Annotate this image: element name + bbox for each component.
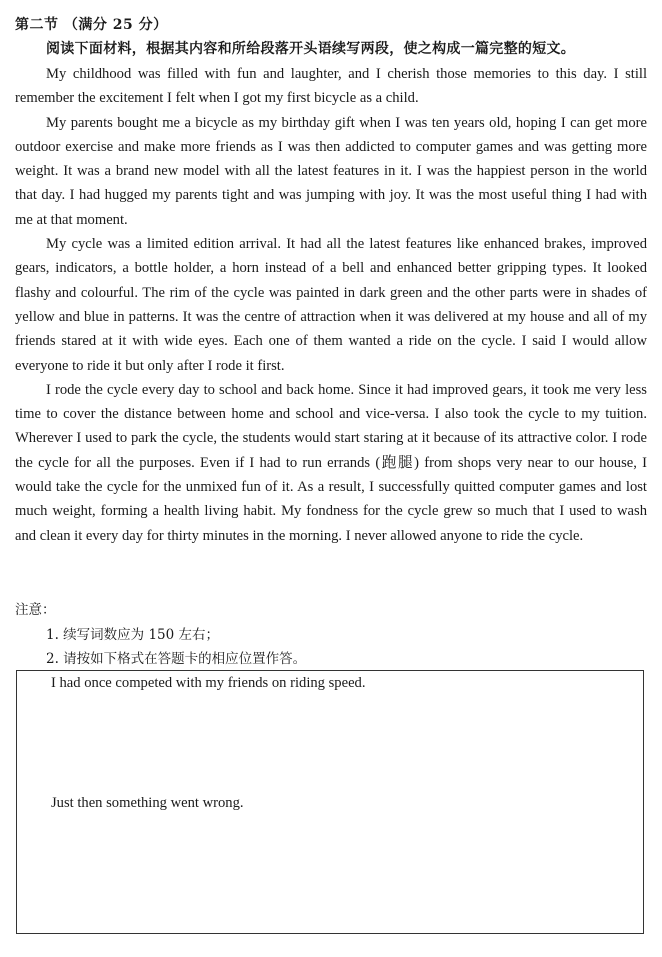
paragraph-starter-2: Just then something went wrong. xyxy=(51,795,244,811)
paragraph-starter-1: I had once competed with my friends on riding speed. xyxy=(51,675,366,691)
passage-paragraph-2: My parents bought me a bicycle as my birthday gift when I was ten years old, hoping I can get more outdoor exercise and make more friends as I was then addicted to computer games and was getting more weight. It was a brand new model with all the latest features in it. I was the happiest person in the world that day. I had hugged my parents tight and was jumping with joy. It was the most useful thing I had with me at that moment. xyxy=(15,114,647,228)
passage-paragraph-3: My cycle was a limited edition arrival. It had all the latest features like enhanced brakes, improved gears, indicators, a bottle holder, a horn instead of a bell and enhanced better gripping types. It looked flashy and colourful. The rim of the cycle was painted in dark green and the other parts were in shades of yellow and blue in patterns. It was the centre of attraction when it was delivered at my house and all of my friends stared at it with wide eyes. Each one of them wanted a ride on the cycle. I said I would allow everyone to ride it but only after I rode it first. xyxy=(15,236,647,374)
section-instruction: 阅读下面材料，根据其内容和所给段落开头语续写两段，使之构成一篇完整的短文。 xyxy=(46,41,576,57)
section-title: 第二节 （满分 25 分） xyxy=(15,17,168,33)
answer-box[interactable] xyxy=(16,670,644,934)
passage-paragraph-4: I rode the cycle every day to school and back home. Since it had improved gears, it took me very less time to cover the distance between home and school and vice-versa. I also took the cycle to my tuition. Wherever I used to park the cycle, the students would start staring at it because of its attractive color. I rode the cycle for all the purposes. Even if I had to run errands (跑腿) from shops very near to our house, I would take the cycle for the unmixed fun of it. As a result, I successfully quitted computer games and lost much weight, forming a health living habit. My fondness for the cycle grew so much that I used to wash and clean it every day for thirty minutes in the morning. I never allowed anyone to ride the cycle. xyxy=(15,381,647,544)
passage-paragraph-1: My childhood was filled with fun and laughter, and I cherish those memories to this day. I still remember the excitement I felt when I got my first bicycle as a child. xyxy=(15,66,647,107)
notes-section xyxy=(15,598,306,672)
notes-heading: 注意： xyxy=(15,602,56,618)
reading-passage xyxy=(15,62,647,548)
note-item-1: 1. 续写词数应为 150 左右； xyxy=(46,626,220,643)
note-item-2: 2. 请按如下格式在答题卡的相应位置作答。 xyxy=(46,651,307,667)
